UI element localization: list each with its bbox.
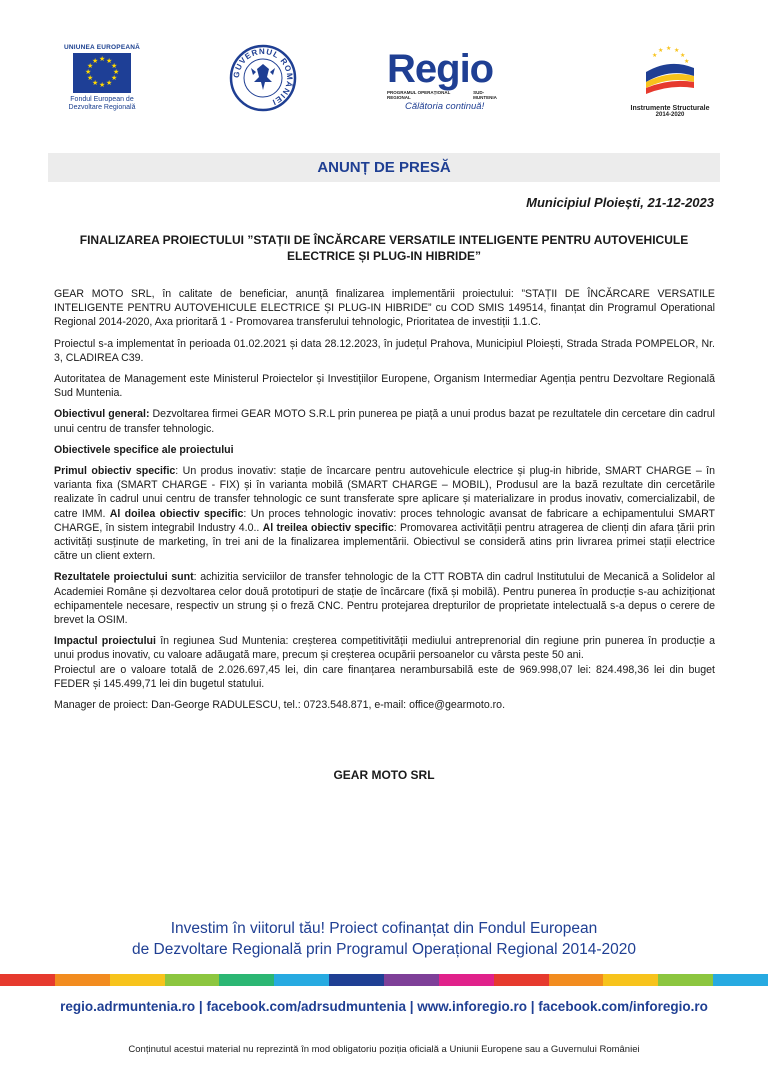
rainbow-segment [713,974,768,986]
rainbow-segment [219,974,274,986]
rainbow-segment [55,974,110,986]
footer-disclaimer: Conținutul acestui material nu reprezintă în mod obligatoriu poziția oficială a Uniunii Europene sau a Guvernului României [128,1044,640,1055]
rainbow-segment [603,974,658,986]
eu-logo-subtitle: Fondul European de Dezvoltare Regională [68,96,136,111]
rainbow-segment [439,974,494,986]
rainbow-segment [110,974,165,986]
paragraph-general-objective: Obiectivul general: Dezvoltarea firmei GEAR MOTO S.R.L prin punerea pe piață a unui produs bazat pe rezultatele din cercetare din cadrul unui centru de transfer tehnologic. [54,408,716,435]
rainbow-segment [658,974,713,986]
rainbow-segment [274,974,329,986]
rainbow-segment [0,974,55,986]
regio-logo [387,47,537,112]
eu-flag-icon: ★ ★ ★ ★ ★ ★ ★ ★ ★ ★ ★ ★ [73,53,131,93]
project-headline: FINALIZAREA PROIECTULUI ”STAȚII DE ÎNCĂRCARE VERSATILE INTELIGENTE PENTRU AUTOVEHICULE ELECTRICE ȘI PLUG-IN HIBRIDE” [79,233,689,263]
paragraph-manager: Manager de proiect: Dan-George RADULESCU, tel.: 0723.548.871, e-mail: office@gearmoto.ro. [54,699,506,712]
structural-instruments-title: Instrumente Structurale [630,105,710,112]
paragraph-specific-objectives: Primul obiectiv specific: Un produs inovativ: stație de încarcare pentru autovehicule electrice și plug-in hibride, SMART CHARGE – în varianta fixa (SMART CHARGE - FIX) și în varianta mobilă (SMART CHARGE – MOBIL), Produsul are la bază rezultate din cercetările realizate în cadrul unui centru de transfer tehnologic ce sunt transferate spre aplicare și materializare in produs inovativ, comercializabil, de catre IMM. Al doilea obiectiv specific: Un proces tehnologic inovativ: proces tehnologic avansat de fabricare a echipamentului SMART CHARGE, în sistem integrabil Industry 4.0.. Al treilea obiectiv specific: Promovarea activității pentru atragerea de clienți din afara țării prin activități susținute de marketing, în trei ani de la finalizarea implementării. Obiectivul se consideră atins prin livrarea primei stații electrice către un client extern. [54,465,715,563]
rainbow-segment [329,974,384,986]
paragraph-impact: Impactul proiectului în regiunea Sud Muntenia: creșterea competitivității mediului antreprenorial din regiune prin punerea în producție a unui produs inovativ, cu valoare adăugată mare, precum și creșterea ocupării persoanelor cu vârsta peste 50 ani. [54,635,715,662]
structural-instruments-years: 2014-2020 [655,112,685,118]
company-signature: GEAR MOTO SRL [333,768,435,782]
svg-text:★: ★ [652,53,658,59]
svg-text:★: ★ [658,48,664,54]
place-date: Municipiul Ploiești, 21-12-2023 [526,195,714,210]
svg-text:★: ★ [680,53,686,59]
paragraph-period: Proiectul s-a implementat în perioada 01.02.2021 și data 28.12.2023, în județul Prahova, Municipiul Ploiești, Strada Strada POMPELOR, Nr. 3, CLADIREA C39. [54,337,715,364]
paragraph-authority: Autoritatea de Management este Ministerul Proiectelor și Investițiilor Europene, Organism Intermediar Agenția pentru Dezvoltare Regională Sud Muntenia. [54,373,715,400]
structural-instruments-logo [620,42,720,118]
press-release-title: ANUNȚ DE PRESĂ [48,153,720,182]
footer-slogan: Investim în viitorul tău! Proiect cofinanțat din Fondul European de Dezvoltare Regională prin Programul Operațional Regional 2014-2020 [131,920,637,958]
rainbow-stripe [0,974,768,986]
government-seal-text: GUVERNUL ROMÂNIEI [231,46,295,108]
svg-text:★: ★ [666,46,672,52]
paragraph-budget: Proiectul are o valoare totală de 2.026.697,45 lei, din care finanțarea nerambursabilă este de 969.998,07 lei: 824.498,36 lei din buget FEDER și 145.499,71 lei din bugetul statului. [54,663,715,690]
logo-row [0,40,768,130]
government-seal-icon [229,44,297,112]
eu-logo [62,44,142,112]
regio-tagline: Călătoria continuă! [405,101,485,112]
footer-links: regio.adrmuntenia.ro | facebook.com/adrsudmuntenia | www.inforegio.ro | facebook.com/inforegio.ro [60,999,708,1014]
regio-wordmark: Regio [387,47,494,91]
paragraph-results: Rezultatele proiectului sunt: achizitia serviciilor de transfer tehnologic de la CTT ROBTA din cadrul Institutului de Mecanică a Solidelor al Academiei Române și dezvoltarea celor două prototipuri de stație de încărcare (fixă și mobilă). Pentru punerea în producție s-au achiziționat echipamentele necesare, respectiv un strung și o freză CNC. Pentru protejarea drepturilor de proprietate intelectuală s-a depus o cerere de brevet la OSIM. [54,571,715,627]
eu-logo-title: UNIUNEA EUROPEANĂ [63,44,141,51]
svg-text:★: ★ [674,48,680,54]
rainbow-segment [494,974,549,986]
press-release-body [54,287,715,719]
government-seal [229,44,297,112]
structural-instruments-icon [640,42,700,98]
regio-program: PROGRAMUL OPERAȚIONAL REGIONAL SUD-MUNTENIA [387,90,497,100]
paragraph-intro: GEAR MOTO SRL, în calitate de beneficiar, anunță finalizarea implementării proiectului: ”STAȚII DE ÎNCĂRCARE VERSATILE INTELIGENTE PENTRU AUTOVEHICULE ELECTRICE ȘI PLUG-IN HIBRIDE” cu COD SMIS 149514, finanțat din Programul Operational Regional 2014-2020, Axa prioritară 1 - Promovarea transferului tehnologic, Prioritatea de investiții 1.1.C. [54,288,715,329]
rainbow-segment [165,974,220,986]
rainbow-segment [549,974,604,986]
svg-text:★: ★ [684,59,690,65]
specific-objectives-heading: Obiectivele specifice ale proiectului [54,443,234,456]
rainbow-segment [384,974,439,986]
